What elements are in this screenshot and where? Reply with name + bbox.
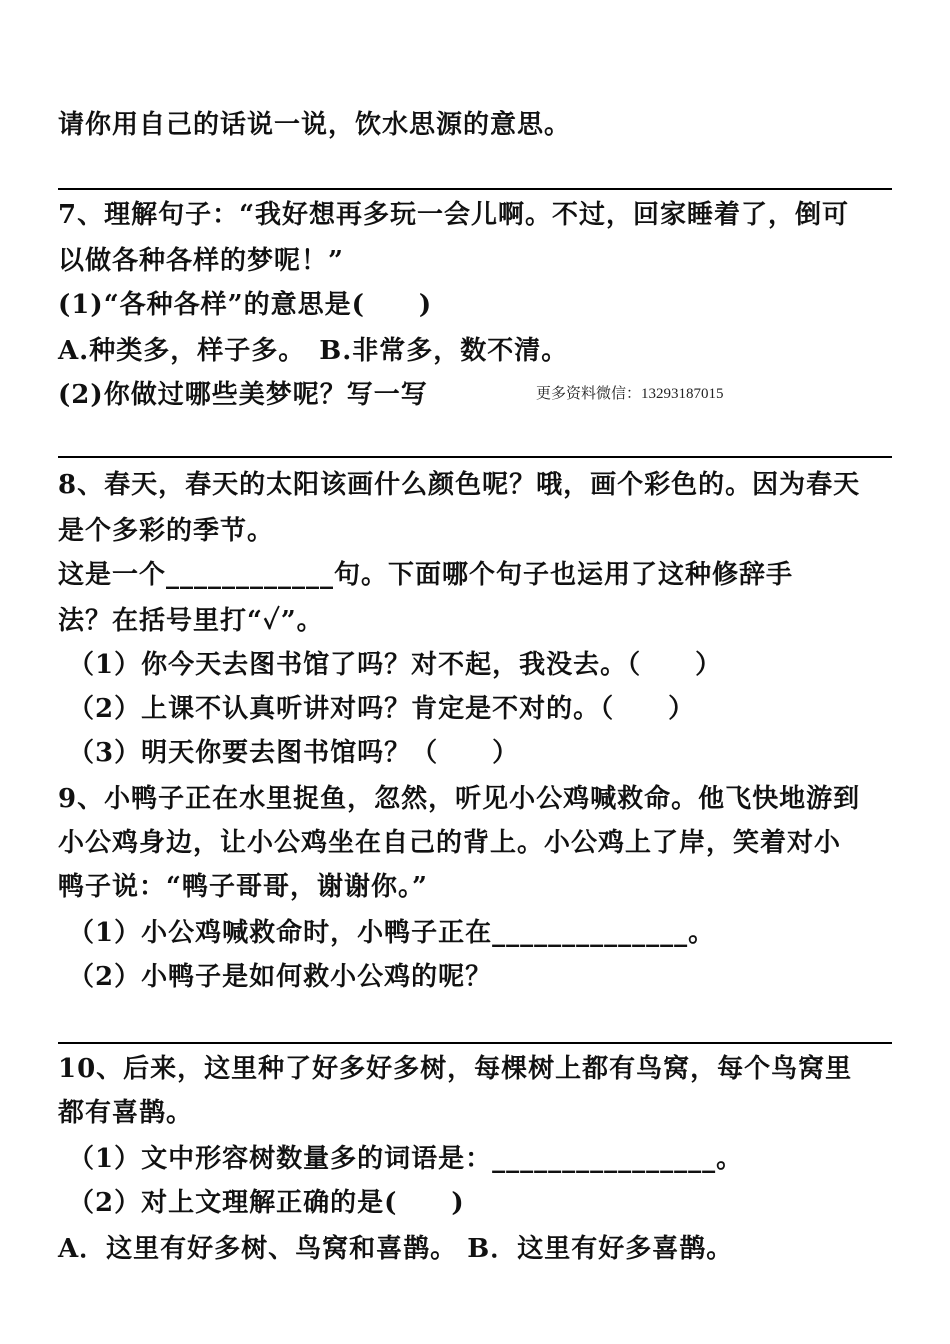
q10-text-line-1: 10、后来，这里种了好多好多树，每棵树上都有鸟窝，每个鸟窝里: [58, 1054, 853, 1084]
q6-prompt: 请你用自己的话说一说，饮水思源的意思。: [58, 110, 572, 140]
q7-text-line-1: 7、理解句子：“我好想再多玩一会儿啊。不过，回家睡着了，倒可: [58, 200, 850, 230]
q7-text-line-2: 以做各种各样的梦呢！”: [58, 246, 344, 276]
q9-text-line-3: 鸭子说：“鸭子哥哥，谢谢你。”: [58, 872, 428, 902]
q9-subquestion-2: （2）小鸭子是如何救小公鸡的呢？: [68, 962, 493, 992]
q7-subquestion-1: (1)“各种各样”的意思是( ): [58, 290, 433, 320]
q8-option-2: （2）上课不认真听讲对吗？肯定是不对的。（ ）: [68, 694, 696, 724]
answer-line: [58, 456, 892, 458]
q8-option-1: （1）你今天去图书馆了吗？对不起，我没去。（ ）: [68, 650, 723, 680]
q8-option-3: （3）明天你要去图书馆吗？（ ）: [68, 738, 520, 768]
answer-line: [58, 1042, 892, 1044]
q10-subquestion-1: （1）文中形容树数量多的词语是：________________。: [68, 1144, 744, 1174]
answer-line: [58, 188, 892, 190]
q8-text-line-2: 是个多彩的季节。: [58, 516, 275, 546]
q8-text-line-4: 法？在括号里打“✓”。: [58, 606, 324, 636]
q10-subquestion-2: （2）对上文理解正确的是( ): [68, 1188, 465, 1218]
q9-text-line-2: 小公鸡身边，让小公鸡坐在自己的背上。小公鸡上了岸，笑着对小: [58, 828, 842, 858]
q7-subquestion-2: (2)你做过哪些美梦呢？写一写: [58, 380, 428, 410]
q9-subquestion-1: （1）小公鸡喊救命时，小鸭子正在______________。: [68, 918, 716, 948]
q8-text-line-3: 这是一个____________句。下面哪个句子也运用了这种修辞手: [58, 560, 794, 590]
q10-options: A．这里有好多树、鸟窝和喜鹊。 B．这里有好多喜鹊。: [58, 1234, 734, 1264]
q8-text-line-1: 8、春天，春天的太阳该画什么颜色呢？哦，画个彩色的。因为春天: [58, 470, 861, 500]
q10-text-line-2: 都有喜鹊。: [58, 1098, 194, 1128]
q7-options: A.种类多，样子多。 B.非常多，数不清。: [58, 336, 569, 366]
q9-text-line-1: 9、小鸭子正在水里捉鱼，忽然，听见小公鸡喊救命。他飞快地游到: [58, 784, 861, 814]
watermark-text: 更多资料微信：13293187015: [536, 386, 724, 402]
